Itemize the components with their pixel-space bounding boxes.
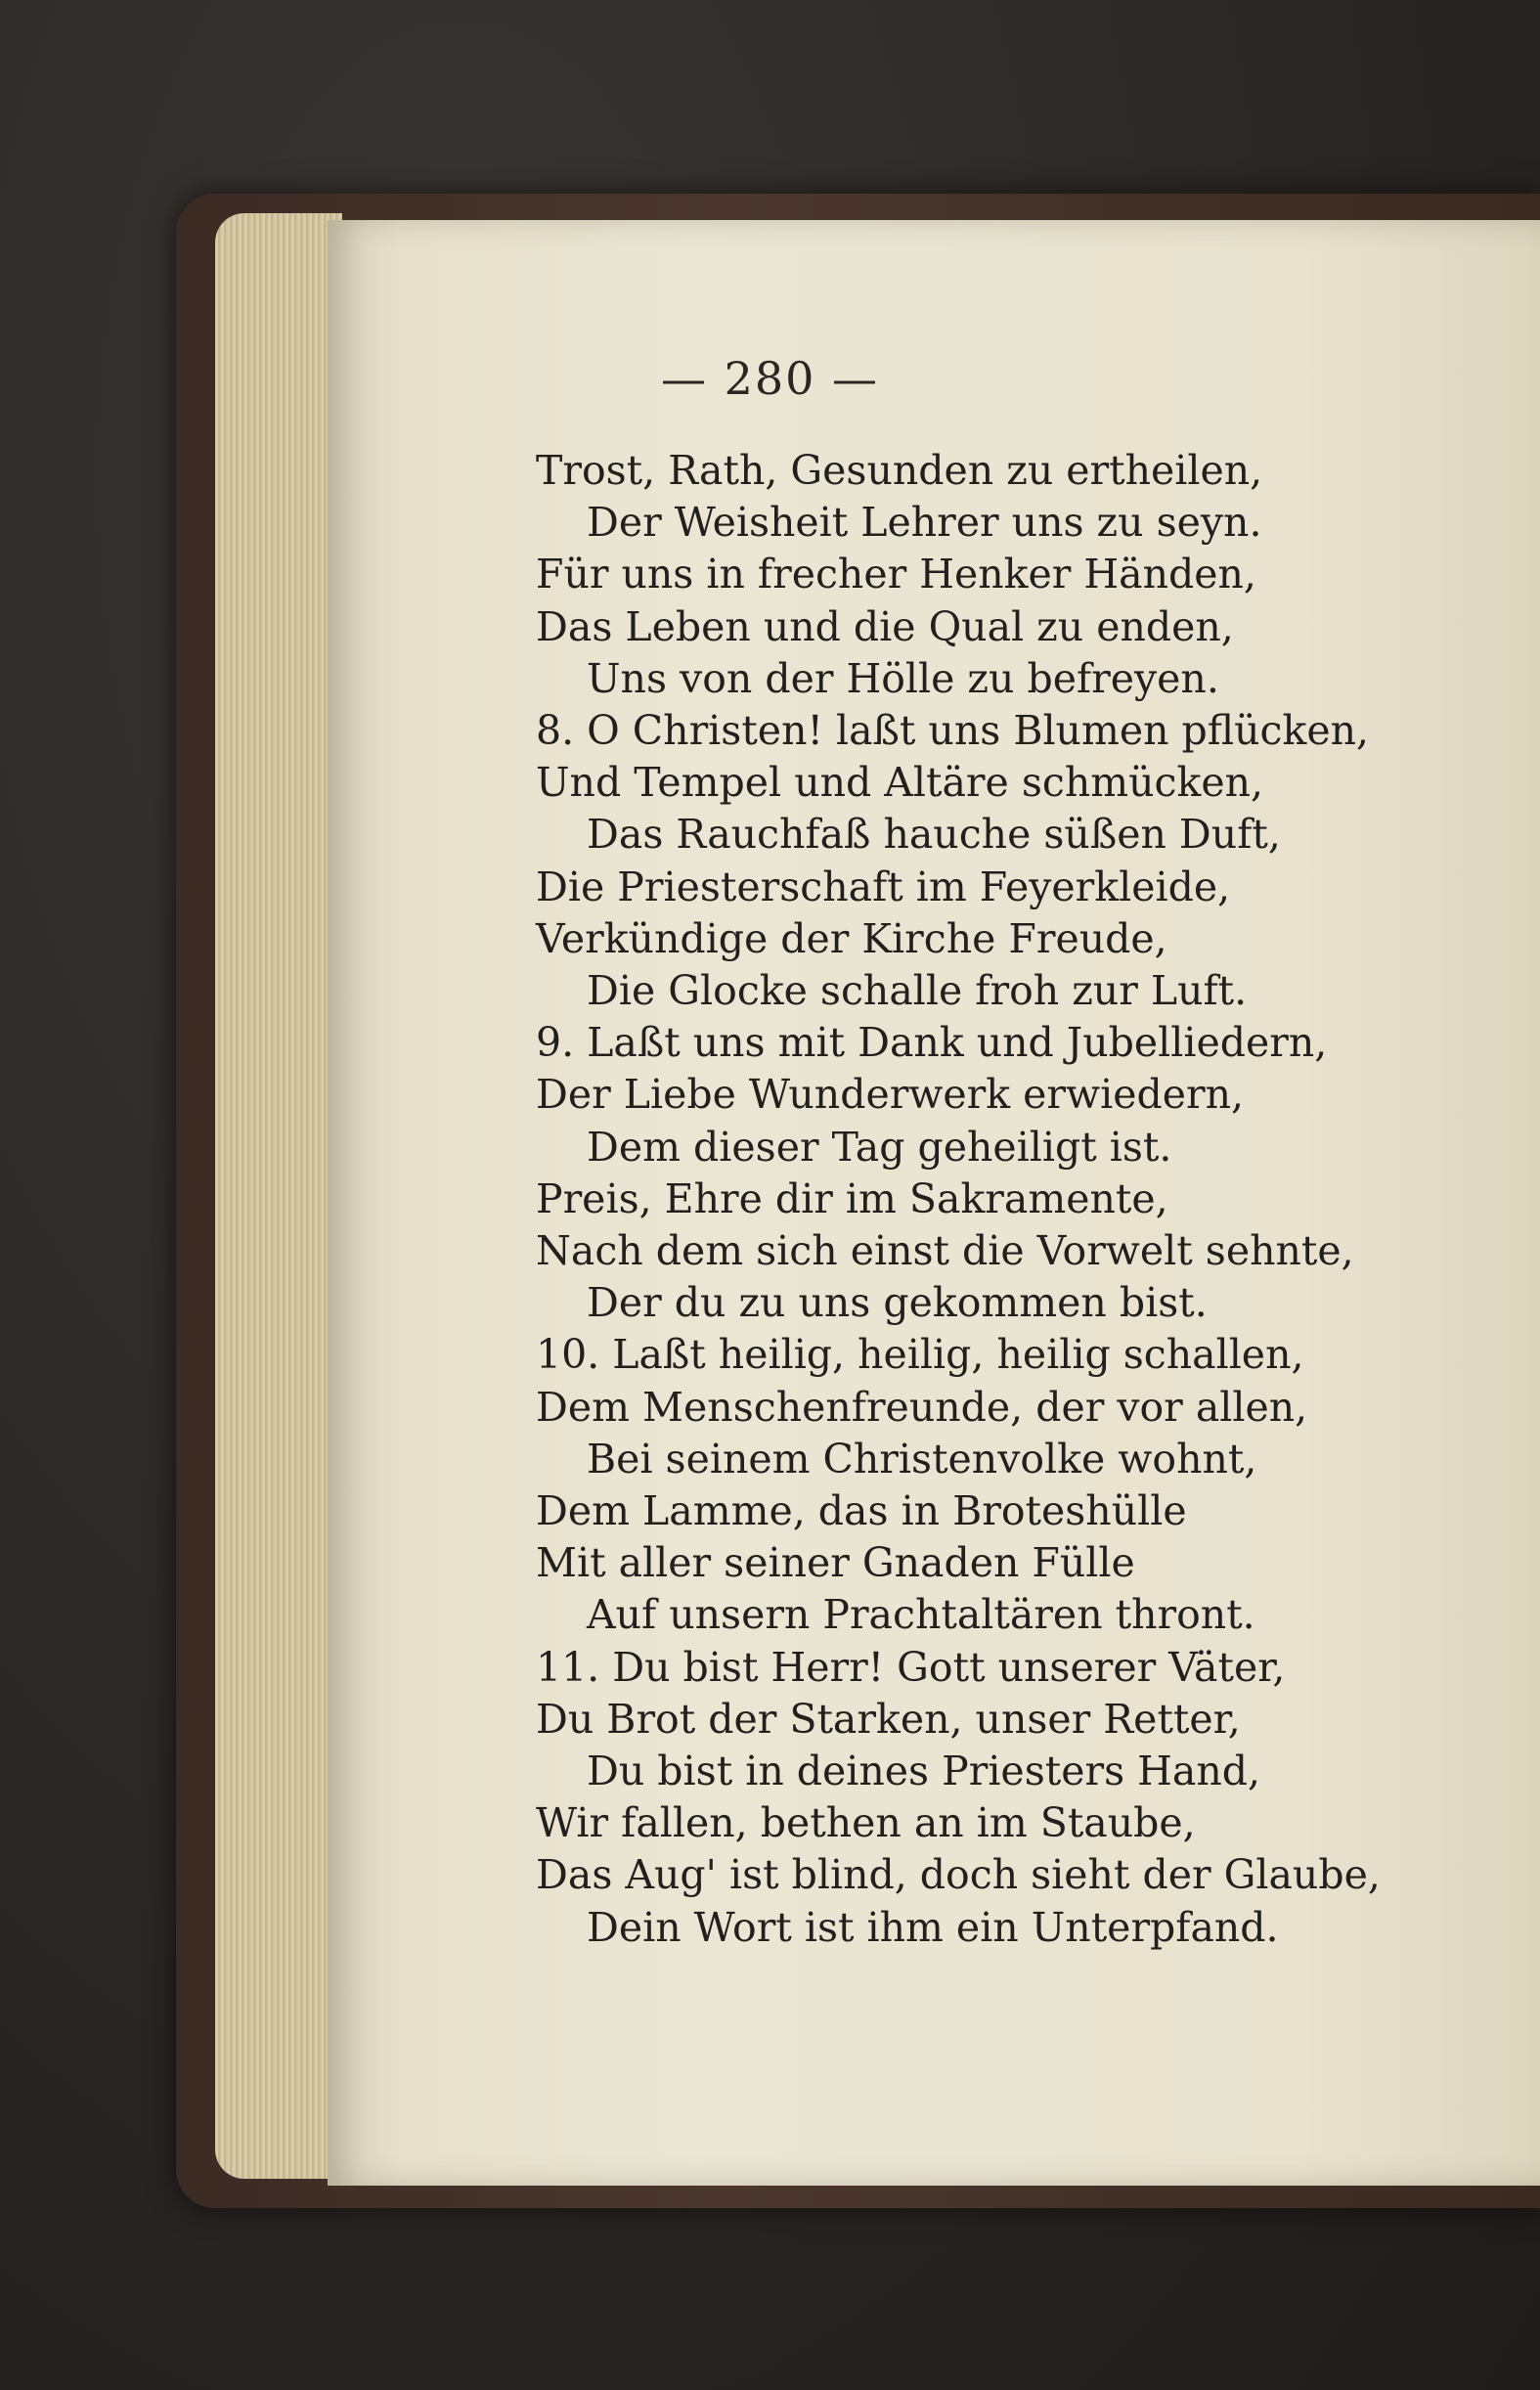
page-number: — 280 — bbox=[660, 352, 880, 405]
verse-line: Auf unsern Prachtaltären thront. bbox=[587, 1591, 1255, 1639]
page-edges bbox=[215, 213, 342, 2179]
verse-line: 11. Du bist Herr! Gott unserer Väter, bbox=[536, 1643, 1286, 1691]
verse-line: 10. Laßt heilig, heilig, heilig schallen, bbox=[536, 1331, 1304, 1379]
verse-line: Preis, Ehre dir im Sakramente, bbox=[536, 1174, 1168, 1222]
verse-line: Bei seinem Christenvolke wohnt, bbox=[587, 1435, 1257, 1483]
verse-line: 9. Laßt uns mit Dank und Jubelliedern, bbox=[536, 1019, 1328, 1067]
verse-line: Das Rauchfaß hauche süßen Duft, bbox=[587, 811, 1281, 859]
verse-line: Dein Wort ist ihm ein Unterpfand. bbox=[587, 1903, 1279, 1951]
verse-line: Uns von der Hölle zu befreyen. bbox=[587, 654, 1219, 702]
verse-line: Dem dieser Tag geheiligt ist. bbox=[587, 1123, 1172, 1171]
verse-line: Trost, Rath, Gesunden zu ertheilen, bbox=[536, 447, 1263, 494]
verse-line: Der du zu uns gekommen bist. bbox=[587, 1279, 1208, 1327]
verse-line: Die Priesterschaft im Feyerkleide, bbox=[536, 863, 1231, 910]
verse-line: Du Brot der Starken, unser Retter, bbox=[536, 1695, 1241, 1743]
verse-line: Das Aug' ist blind, doch sieht der Glaube, bbox=[536, 1851, 1381, 1899]
verse-line: Und Tempel und Altäre schmücken, bbox=[536, 759, 1264, 807]
verse-line: Für uns in frecher Henker Händen, bbox=[536, 551, 1256, 598]
verse-line: Nach dem sich einst die Vorwelt sehnte, bbox=[536, 1227, 1354, 1275]
verse-line: Verkündige der Kirche Freude, bbox=[536, 914, 1167, 962]
verse-line: Dem Menschenfreunde, der vor allen, bbox=[536, 1383, 1308, 1431]
verse-line: Wir fallen, bethen an im Staube, bbox=[536, 1799, 1196, 1847]
verse-line: Dem Lamme, das in Broteshülle bbox=[536, 1487, 1187, 1535]
hymn-text bbox=[536, 445, 1514, 1954]
verse-line: Das Leben und die Qual zu enden, bbox=[536, 602, 1234, 650]
verse-line: Die Glocke schalle froh zur Luft. bbox=[587, 967, 1248, 1015]
verse-line: Der Liebe Wunderwerk erwiedern, bbox=[536, 1071, 1245, 1119]
verse-line: Mit aller seiner Gnaden Fülle bbox=[536, 1539, 1135, 1587]
verse-line: Du bist in deines Priesters Hand, bbox=[587, 1748, 1261, 1795]
verse-line: Der Weisheit Lehrer uns zu seyn. bbox=[587, 499, 1262, 547]
verse-line: 8. O Christen! laßt uns Blumen pflücken, bbox=[536, 707, 1370, 755]
